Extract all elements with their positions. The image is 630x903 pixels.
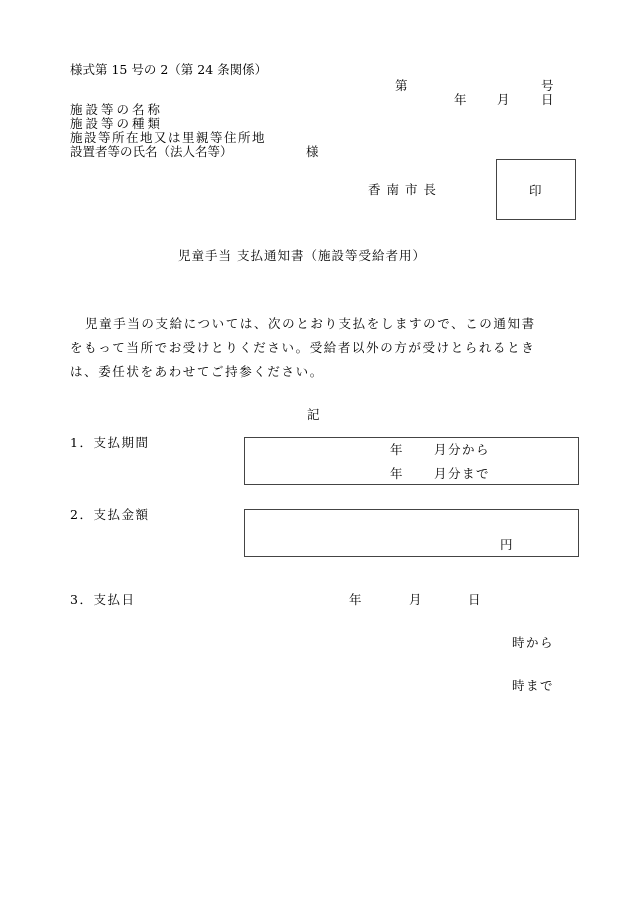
amount-label: 2．支払金額 — [70, 507, 150, 522]
payment-date-month: 月 — [409, 592, 422, 607]
payment-date-year: 年 — [349, 592, 362, 607]
doc-number-suffix: 号 — [541, 78, 554, 93]
amount-unit: 円 — [500, 537, 513, 552]
payment-time-to: 時まで — [512, 678, 555, 693]
date-year: 年 — [454, 92, 467, 107]
facility-name-label: 施設等の名称 — [70, 102, 164, 117]
period-from-year: 年 — [390, 442, 403, 457]
seal-label: 印 — [529, 183, 542, 198]
date-month: 月 — [497, 92, 510, 107]
issuer-name: 香 南 市 長 — [368, 182, 437, 197]
payment-date-label: 3．支払日 — [70, 592, 136, 607]
body-line-2: をもって当所でお受けとりください。受給者以外の方が受けとられるとき — [70, 340, 536, 355]
document-title: 児童手当 支払通知書（施設等受給者用） — [178, 248, 426, 263]
period-box — [244, 437, 579, 485]
amount-box — [244, 509, 579, 557]
body-line-1: 児童手当の支給については、次のとおり支払をしますので、この通知書 — [85, 316, 536, 331]
facility-owner-label: 設置者等の氏名（法人名等） — [70, 144, 233, 159]
date-day: 日 — [541, 92, 554, 107]
facility-address-label: 施設等所在地又は里親等住所地 — [70, 130, 267, 145]
honorific: 様 — [306, 144, 319, 159]
body-paragraph — [70, 312, 570, 384]
payment-date-day: 日 — [468, 592, 481, 607]
period-to-year: 年 — [390, 466, 403, 481]
seal-box — [496, 159, 576, 220]
period-from-month: 月分から — [434, 442, 491, 457]
ki-label: 記 — [307, 407, 320, 422]
period-label: 1．支払期間 — [70, 435, 150, 450]
body-line-3: は、委任状をあわせてご持参ください。 — [70, 364, 324, 379]
facility-type-label: 施設等の種類 — [70, 116, 164, 131]
form-number: 様式第 15 号の 2（第 24 条関係） — [70, 62, 268, 77]
doc-number-prefix: 第 — [395, 78, 408, 93]
period-to-month: 月分まで — [434, 466, 491, 481]
payment-time-from: 時から — [512, 635, 555, 650]
